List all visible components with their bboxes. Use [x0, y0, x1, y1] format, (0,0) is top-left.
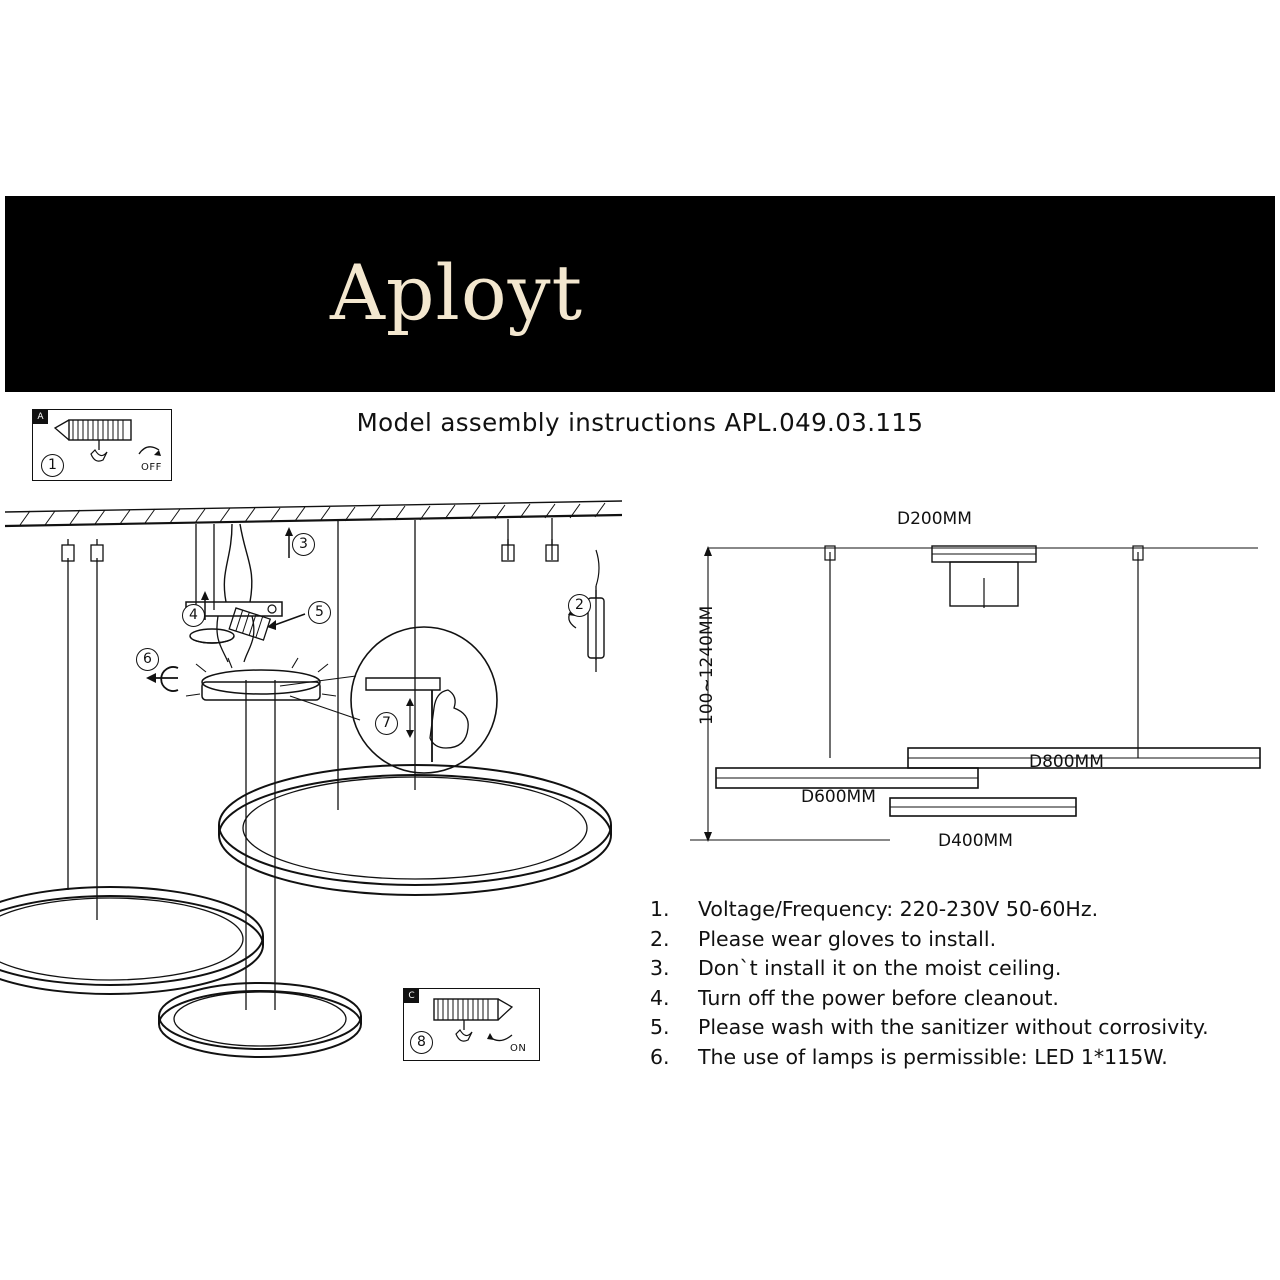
- step-1-badge: 1: [41, 454, 64, 477]
- inset-switch-off: [32, 409, 172, 481]
- note-item: [650, 984, 1270, 1014]
- note-number: 4.: [650, 985, 670, 1010]
- instruction-notes: [650, 895, 1270, 1072]
- step-8-badge: 8: [410, 1031, 433, 1054]
- ceiling-canopy: [186, 658, 336, 700]
- dim-d800: D800MM: [1029, 752, 1104, 772]
- dimension-diagram: [650, 500, 1270, 880]
- led-ring-medium: [0, 887, 263, 994]
- led-ring-small: [159, 983, 361, 1057]
- note-text: Don`t install it on the moist ceiling.: [698, 956, 1062, 980]
- note-item: [650, 895, 1270, 925]
- step-6-badge: 6: [136, 648, 159, 671]
- switch-state-off: OFF: [141, 462, 162, 473]
- note-number: 1.: [650, 897, 670, 921]
- step-5-badge: 5: [308, 601, 331, 624]
- note-number: 5.: [650, 1015, 670, 1039]
- assembly-diagram: [0, 490, 650, 1110]
- step-7-badge: 7: [375, 712, 398, 735]
- step-2-badge: 2: [568, 594, 591, 617]
- page-title: Model assembly instructions APL.049.03.115: [356, 408, 924, 437]
- suspension-wires: [68, 518, 596, 1010]
- step-arrows: [146, 527, 305, 691]
- step-4-badge: 4: [182, 604, 205, 627]
- ring-d400: [890, 798, 1076, 816]
- note-text: The use of lamps is permissible: LED 1*115W.: [698, 1044, 1168, 1069]
- ceiling-line: [5, 501, 622, 526]
- ring-d600: [716, 768, 978, 788]
- dim-d400: D400MM: [938, 831, 1013, 851]
- note-text: Please wash with the sanitizer without corrosivity.: [698, 1015, 1209, 1039]
- note-text: Turn off the power before cleanout.: [698, 985, 1059, 1010]
- dim-height-range: 100~1240MM: [697, 605, 717, 725]
- note-number: 3.: [650, 956, 670, 980]
- note-text: Voltage/Frequency: 220-230V 50-60Hz.: [698, 897, 1099, 921]
- note-number: 6.: [650, 1044, 670, 1069]
- note-text: Please wear gloves to install.: [698, 926, 997, 951]
- note-item: [650, 954, 1270, 984]
- note-item: [650, 1043, 1270, 1073]
- dim-d200: D200MM: [897, 509, 972, 529]
- brand-wordmark: Aployt: [330, 248, 584, 337]
- switch-state-on: ON: [510, 1043, 527, 1054]
- inset-tag-c: C: [404, 989, 419, 1003]
- ceiling-bracket: [186, 524, 282, 662]
- dim-d600: D600MM: [801, 787, 876, 807]
- inset-tag-a: A: [33, 410, 48, 424]
- note-item: [650, 1013, 1270, 1043]
- note-item: [650, 925, 1270, 955]
- brand-banner: [5, 196, 1275, 392]
- note-number: 2.: [650, 926, 670, 951]
- step-3-badge: 3: [292, 533, 315, 556]
